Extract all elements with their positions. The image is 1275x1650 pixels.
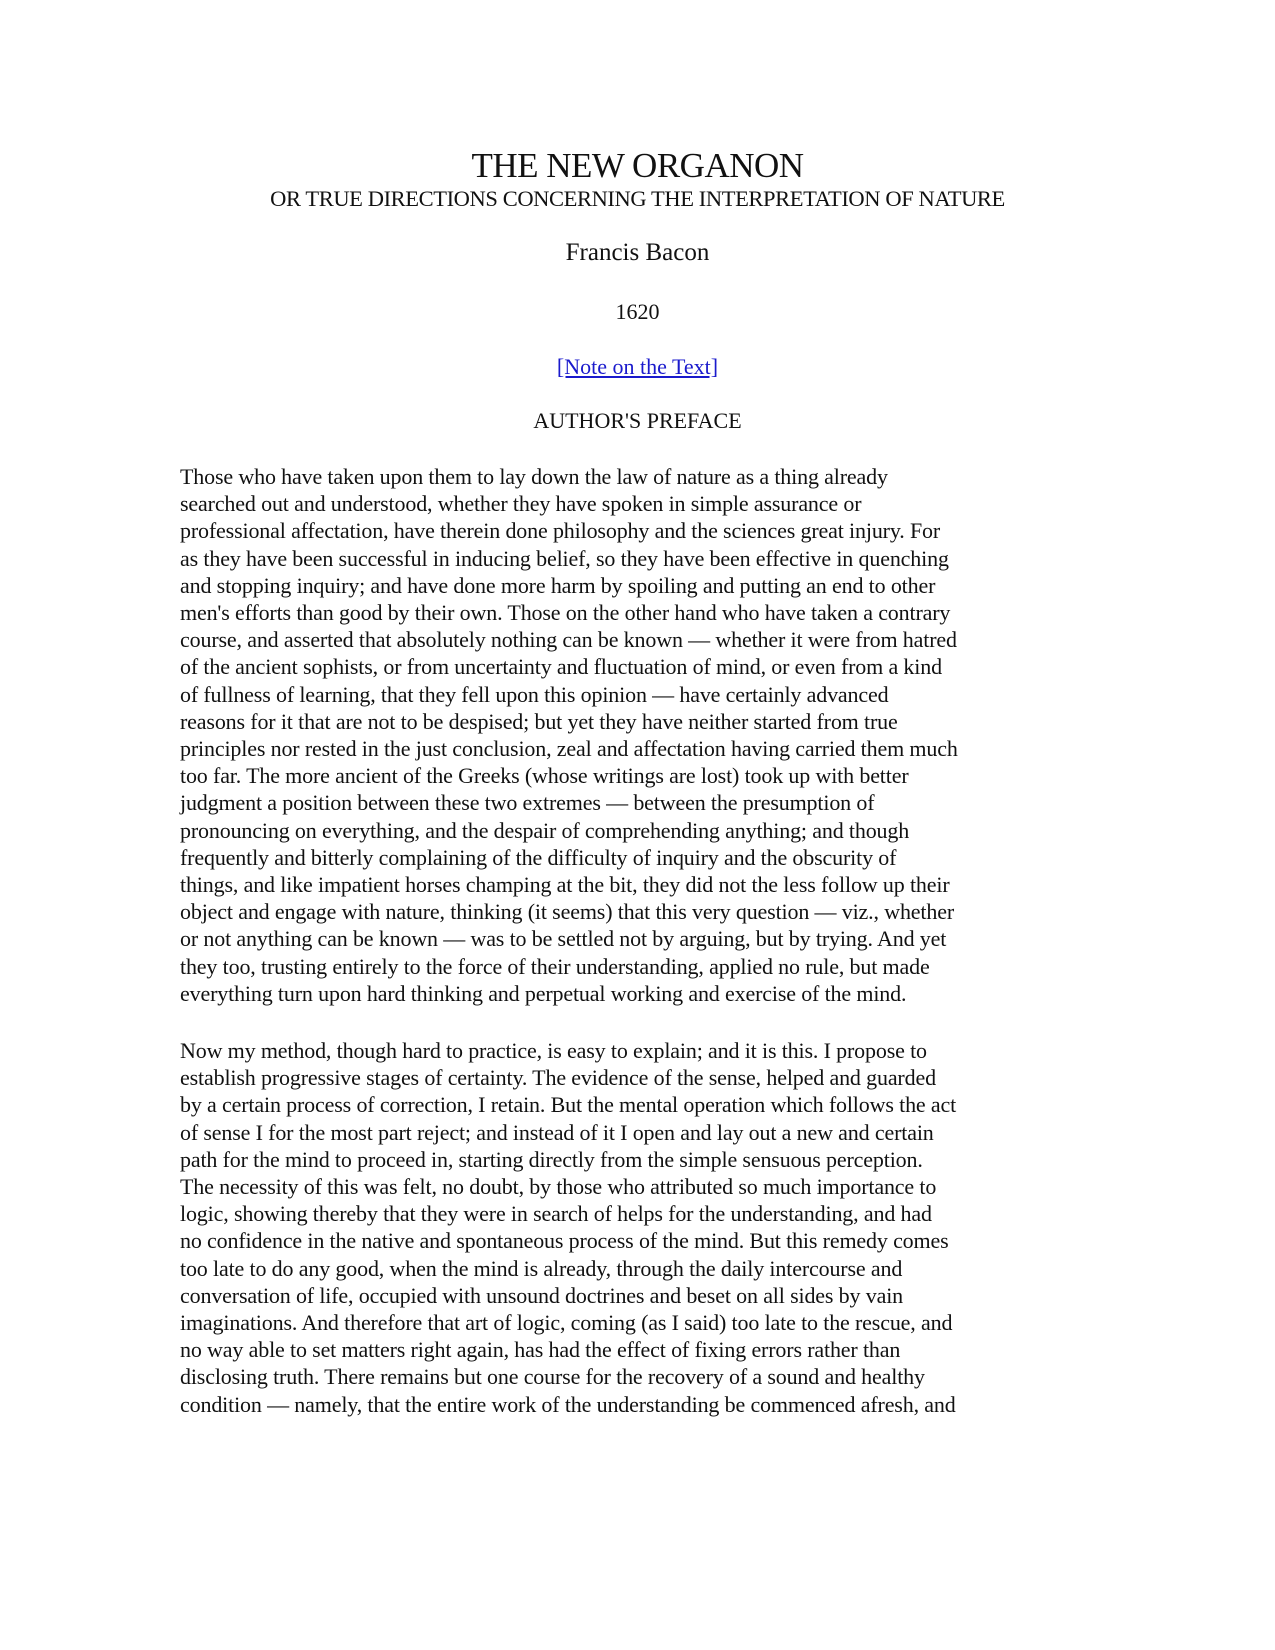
text-line: by a certain process of correction, I retain. But the mental operation which follows the act (180, 1092, 957, 1118)
text-line: logic, showing thereby that they were in search of helps for the understanding, and had (180, 1201, 932, 1227)
text-line: everything turn upon hard thinking and perpetual working and exercise of the mind. (180, 980, 907, 1006)
section-heading: AUTHOR'S PREFACE (533, 408, 742, 433)
text-line: searched out and understood, whether they have spoken in simple assurance or (180, 491, 862, 517)
text-line: too late to do any good, when the mind is already, through the daily intercourse and (180, 1255, 903, 1281)
text-line: course, and asserted that absolutely nothing can be known — whether it were from hatred (180, 627, 957, 653)
text-line: professional affectation, have therein done philosophy and the sciences great injury. For (180, 518, 941, 544)
text-line: as they have been successful in inducing belief, so they have been effective in quenching (180, 545, 949, 571)
text-line: conversation of life, occupied with unsound doctrines and beset on all sides by vain (180, 1282, 904, 1308)
text-line: frequently and bitterly complaining of the difficulty of inquiry and the obscurity of (180, 844, 897, 870)
text-line: of sense I for the most part reject; and instead of it I open and lay out a new and certain (180, 1119, 934, 1145)
document-subtitle: OR TRUE DIRECTIONS CONCERNING THE INTERPRETATION OF NATURE (270, 186, 1005, 211)
text-line: establish progressive stages of certainty. The evidence of the sense, helped and guarded (180, 1065, 936, 1091)
text-line: principles nor rested in the just conclusion, zeal and affectation having carried them much (180, 736, 958, 762)
paragraph-1 (180, 463, 1080, 1007)
text-line: pronouncing on everything, and the despair of comprehending anything; and though (180, 817, 910, 843)
text-line: Now my method, though hard to practice, is easy to explain; and it is this. I propose to (180, 1038, 927, 1063)
text-line: or not anything can be known — was to be settled not by arguing, but by trying. And yet (180, 926, 947, 952)
document-title: THE NEW ORGANON (471, 146, 804, 185)
text-line: of the ancient sophists, or from uncertainty and fluctuation of mind, or even from a kind (180, 654, 942, 680)
text-line: they too, trusting entirely to the force of their understanding, applied no rule, but made (180, 953, 930, 979)
text-line: no way able to set matters right again, has had the effect of fixing errors rather than (180, 1337, 901, 1363)
paragraph-2 (180, 1037, 1080, 1418)
text-line: disclosing truth. There remains but one course for the recovery of a sound and healthy (180, 1364, 925, 1390)
publication-year: 1620 (615, 299, 660, 324)
text-line: path for the mind to proceed in, starting directly from the simple sensuous perception. (180, 1146, 923, 1172)
text-line: condition — namely, that the entire work of the understanding be commenced afresh, and (180, 1391, 956, 1417)
text-line: imaginations. And therefore that art of logic, coming (as I said) too late to the rescue, and (180, 1310, 953, 1336)
note-on-the-text-link[interactable]: [Note on the Text] (556, 354, 719, 379)
text-line: men's efforts than good by their own. Those on the other hand who have taken a contrary (180, 600, 951, 626)
author-name: Francis Bacon (565, 239, 710, 266)
text-line: object and engage with nature, thinking (it seems) that this very question — viz., whether (180, 899, 955, 925)
text-line: The necessity of this was felt, no doubt, by those who attributed so much importance to (180, 1174, 937, 1200)
note-link-container (0, 354, 1275, 380)
text-line: Those who have taken upon them to lay down the law of nature as a thing already (180, 464, 888, 489)
text-line: things, and like impatient horses champing at the bit, they did not the less follow up their (180, 872, 950, 898)
text-line: no confidence in the native and spontaneous process of the mind. But this remedy comes (180, 1228, 949, 1254)
text-line: of fullness of learning, that they fell upon this opinion — have certainly advanced (180, 681, 889, 707)
text-line: and stopping inquiry; and have done more harm by spoiling and putting an end to other (180, 572, 936, 598)
text-line: judgment a position between these two extremes — between the presumption of (180, 790, 875, 816)
text-line: too far. The more ancient of the Greeks (whose writings are lost) took up with better (180, 763, 909, 789)
text-line: reasons for it that are not to be despised; but yet they have neither started from true (180, 708, 898, 734)
